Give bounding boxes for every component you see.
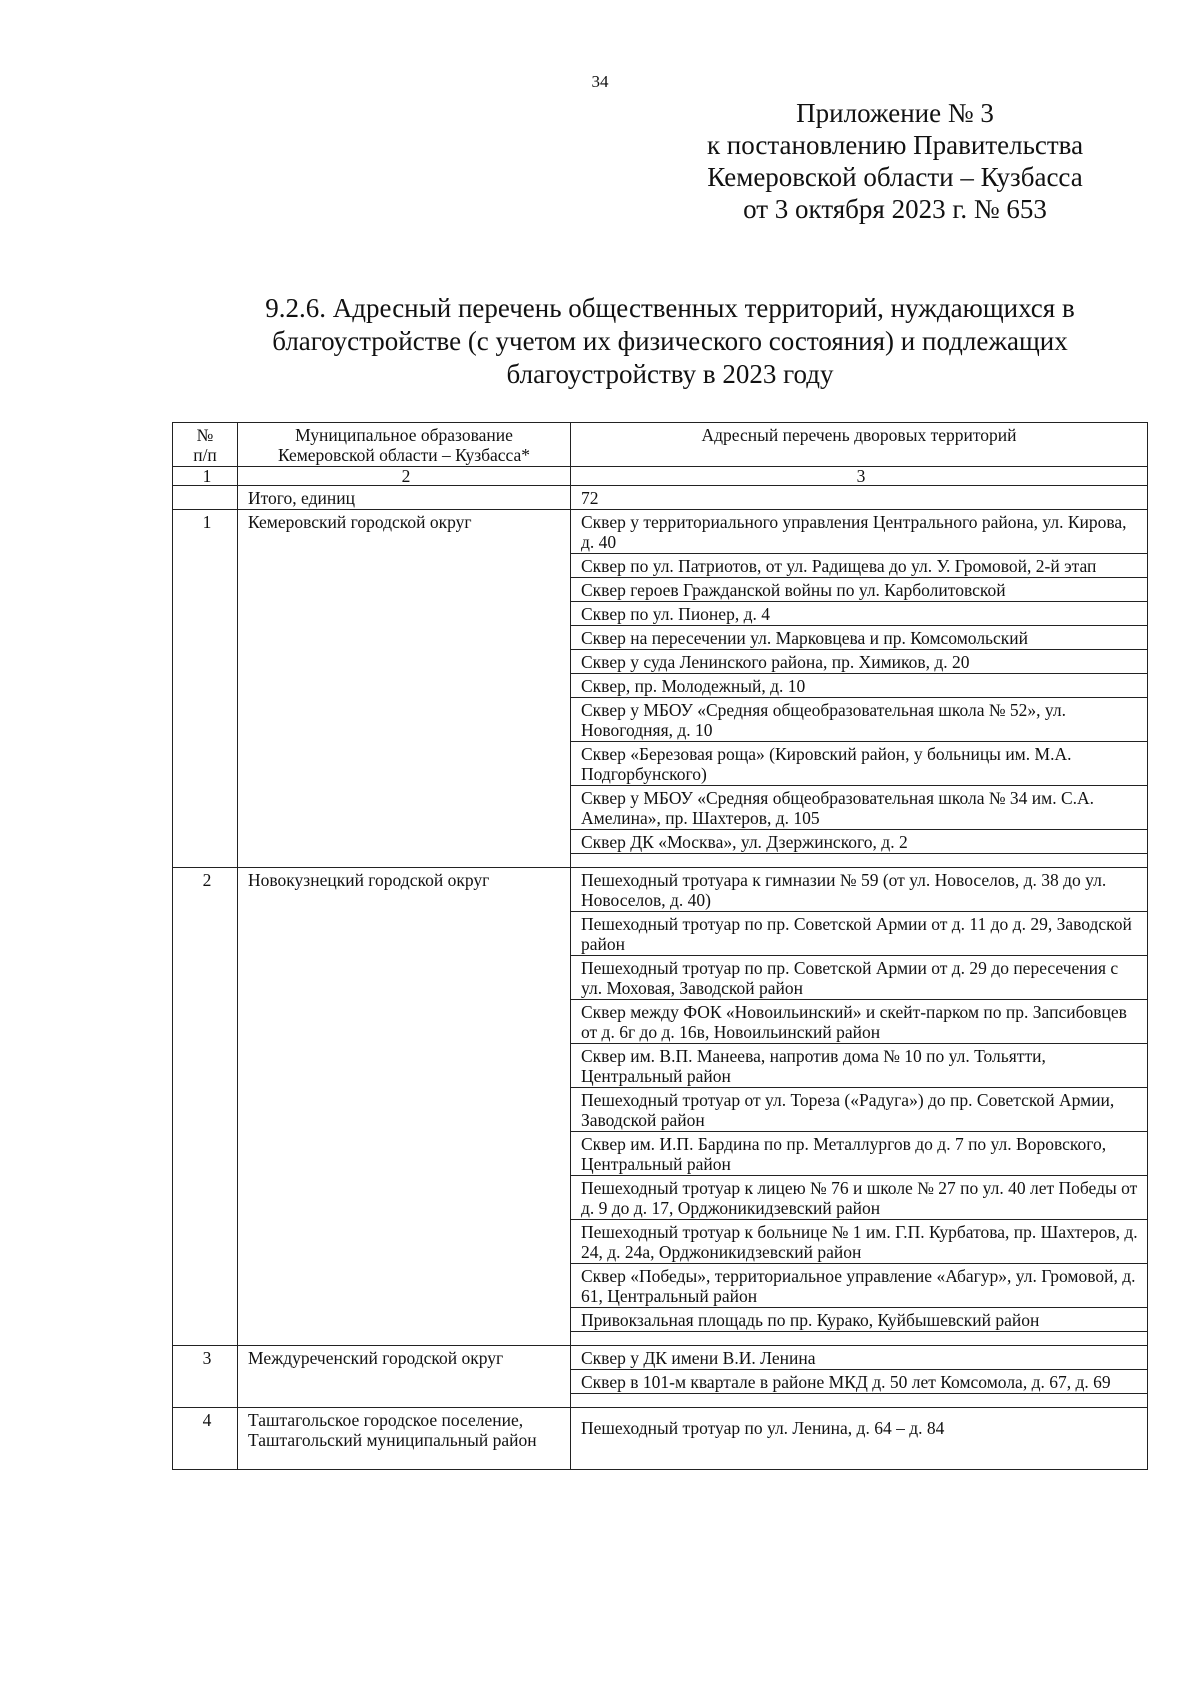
appendix-line-1: Приложение № 3 xyxy=(796,98,994,128)
address-item: Пешеходный тротуар по пр. Советской Армии от д. 29 до пересечения с ул. Моховая, Заводской район xyxy=(571,956,1148,1000)
group-spacer-cell xyxy=(571,854,1148,868)
appendix-line-4: от 3 октября 2023 г. № 653 xyxy=(743,194,1047,224)
address-item: Сквер у суда Ленинского района, пр. Химиков, д. 20 xyxy=(571,650,1148,674)
row-number: 4 xyxy=(173,1408,238,1470)
address-item: Сквер «Победы», территориальное управление «Абагур», ул. Громовой, д. 61, Центральный район xyxy=(571,1264,1148,1308)
row-number: 3 xyxy=(173,1346,238,1408)
row-number: 1 xyxy=(173,510,238,868)
table-row xyxy=(173,1408,1148,1470)
header-num-line-1: № xyxy=(196,425,214,445)
address-item: Сквер «Березовая роща» (Кировский район, у больницы им. М.А. Подгорбунского) xyxy=(571,742,1148,786)
table-row xyxy=(173,868,1148,912)
document-title xyxy=(200,292,1140,391)
address-item: Сквер у МБОУ «Средняя общеобразовательная школа № 52», ул. Новогодняя, д. 10 xyxy=(571,698,1148,742)
municipality-name: Новокузнецкий городской округ xyxy=(238,868,571,1346)
address-item: Сквер по ул. Патриотов, от ул. Радищева до ул. У. Громовой, 2-й этап xyxy=(571,554,1148,578)
total-num-cell xyxy=(173,486,238,510)
row-number: 2 xyxy=(173,868,238,1346)
address-list-table xyxy=(172,422,1148,1470)
column-number-1: 1 xyxy=(173,467,238,486)
address-item: Привокзальная площадь по пр. Курако, Куйбышевский район xyxy=(571,1308,1148,1332)
address-item: Пешеходный тротуар от ул. Тореза («Радуга») до пр. Советской Армии, Заводской район xyxy=(571,1088,1148,1132)
address-item: Сквер на пересечении ул. Марковцева и пр. Комсомольский xyxy=(571,626,1148,650)
municipality-name: Таштагольское городское поселение, Таштагольский муниципальный район xyxy=(238,1408,571,1470)
address-item: Сквер героев Гражданской войны по ул. Карболитовской xyxy=(571,578,1148,602)
header-municipality-line-1: Муниципальное образование xyxy=(295,425,513,445)
appendix-block xyxy=(640,97,1150,225)
municipality-name: Междуреченский городской округ xyxy=(238,1346,571,1408)
table-header-row xyxy=(173,423,1148,467)
group-spacer-cell xyxy=(571,1332,1148,1346)
title-line-2: благоустройстве (с учетом их физического состояния) и подлежащих xyxy=(272,326,1068,356)
column-number-3: 3 xyxy=(571,467,1148,486)
address-item: Пешеходный тротуар по пр. Советской Армии от д. 11 до д. 29, Заводской район xyxy=(571,912,1148,956)
header-num-cell xyxy=(173,423,238,467)
page-number: 34 xyxy=(591,72,609,91)
header-municipality-cell xyxy=(238,423,571,467)
total-value: 72 xyxy=(571,486,1148,510)
address-item: Сквер им. В.П. Манеева, напротив дома № 10 по ул. Тольятти, Центральный район xyxy=(571,1044,1148,1088)
address-item: Сквер им. И.П. Бардина по пр. Металлургов до д. 7 по ул. Воровского, Центральный район xyxy=(571,1132,1148,1176)
title-line-1: 9.2.6. Адресный перечень общественных территорий, нуждающихся в xyxy=(265,293,1075,323)
table-row xyxy=(173,510,1148,554)
address-item: Сквер по ул. Пионер, д. 4 xyxy=(571,602,1148,626)
address-item: Сквер в 101-м квартале в районе МКД д. 50 лет Комсомола, д. 67, д. 69 xyxy=(571,1370,1148,1394)
appendix-line-3: Кемеровской области – Кузбасса xyxy=(707,162,1083,192)
table-body xyxy=(173,423,1148,1470)
header-num-line-2: п/п xyxy=(193,445,217,465)
address-item: Пешеходный тротуар к больнице № 1 им. Г.П. Курбатова, пр. Шахтеров, д. 24, д. 24а, Орджоникидзевский район xyxy=(571,1220,1148,1264)
column-number-2: 2 xyxy=(238,467,571,486)
address-item: Сквер у ДК имени В.И. Ленина xyxy=(571,1346,1148,1370)
column-numbers-row xyxy=(173,467,1148,486)
address-item: Сквер между ФОК «Новоильинский» и скейт-парком по пр. Запсибовцев от д. 6г до д. 16в, Новоильинский район xyxy=(571,1000,1148,1044)
address-item: Сквер у территориального управления Центрального района, ул. Кирова, д. 40 xyxy=(571,510,1148,554)
address-item: Сквер ДК «Москва», ул. Дзержинского, д. 2 xyxy=(571,830,1148,854)
total-row xyxy=(173,486,1148,510)
address-item: Пешеходный тротуар по ул. Ленина, д. 64 – д. 84 xyxy=(571,1408,1148,1470)
address-item: Сквер у МБОУ «Средняя общеобразовательная школа № 34 им. С.А. Амелина», пр. Шахтеров, д. 105 xyxy=(571,786,1148,830)
header-address-cell: Адресный перечень дворовых территорий xyxy=(571,423,1148,467)
municipality-name: Кемеровский городской округ xyxy=(238,510,571,868)
table-row xyxy=(173,1346,1148,1370)
address-item: Пешеходный тротуара к гимназии № 59 (от ул. Новоселов, д. 38 до ул. Новоселов, д. 40) xyxy=(571,868,1148,912)
address-item: Сквер, пр. Молодежный, д. 10 xyxy=(571,674,1148,698)
address-item: Пешеходный тротуар к лицею № 76 и школе № 27 по ул. 40 лет Победы от д. 9 до д. 17, Орджоникидзевский район xyxy=(571,1176,1148,1220)
total-label: Итого, единиц xyxy=(238,486,571,510)
title-line-3: благоустройству в 2023 году xyxy=(506,359,834,389)
appendix-line-2: к постановлению Правительства xyxy=(706,130,1084,160)
group-spacer-cell xyxy=(571,1394,1148,1408)
header-municipality-line-2: Кемеровской области – Кузбасса* xyxy=(277,445,531,465)
